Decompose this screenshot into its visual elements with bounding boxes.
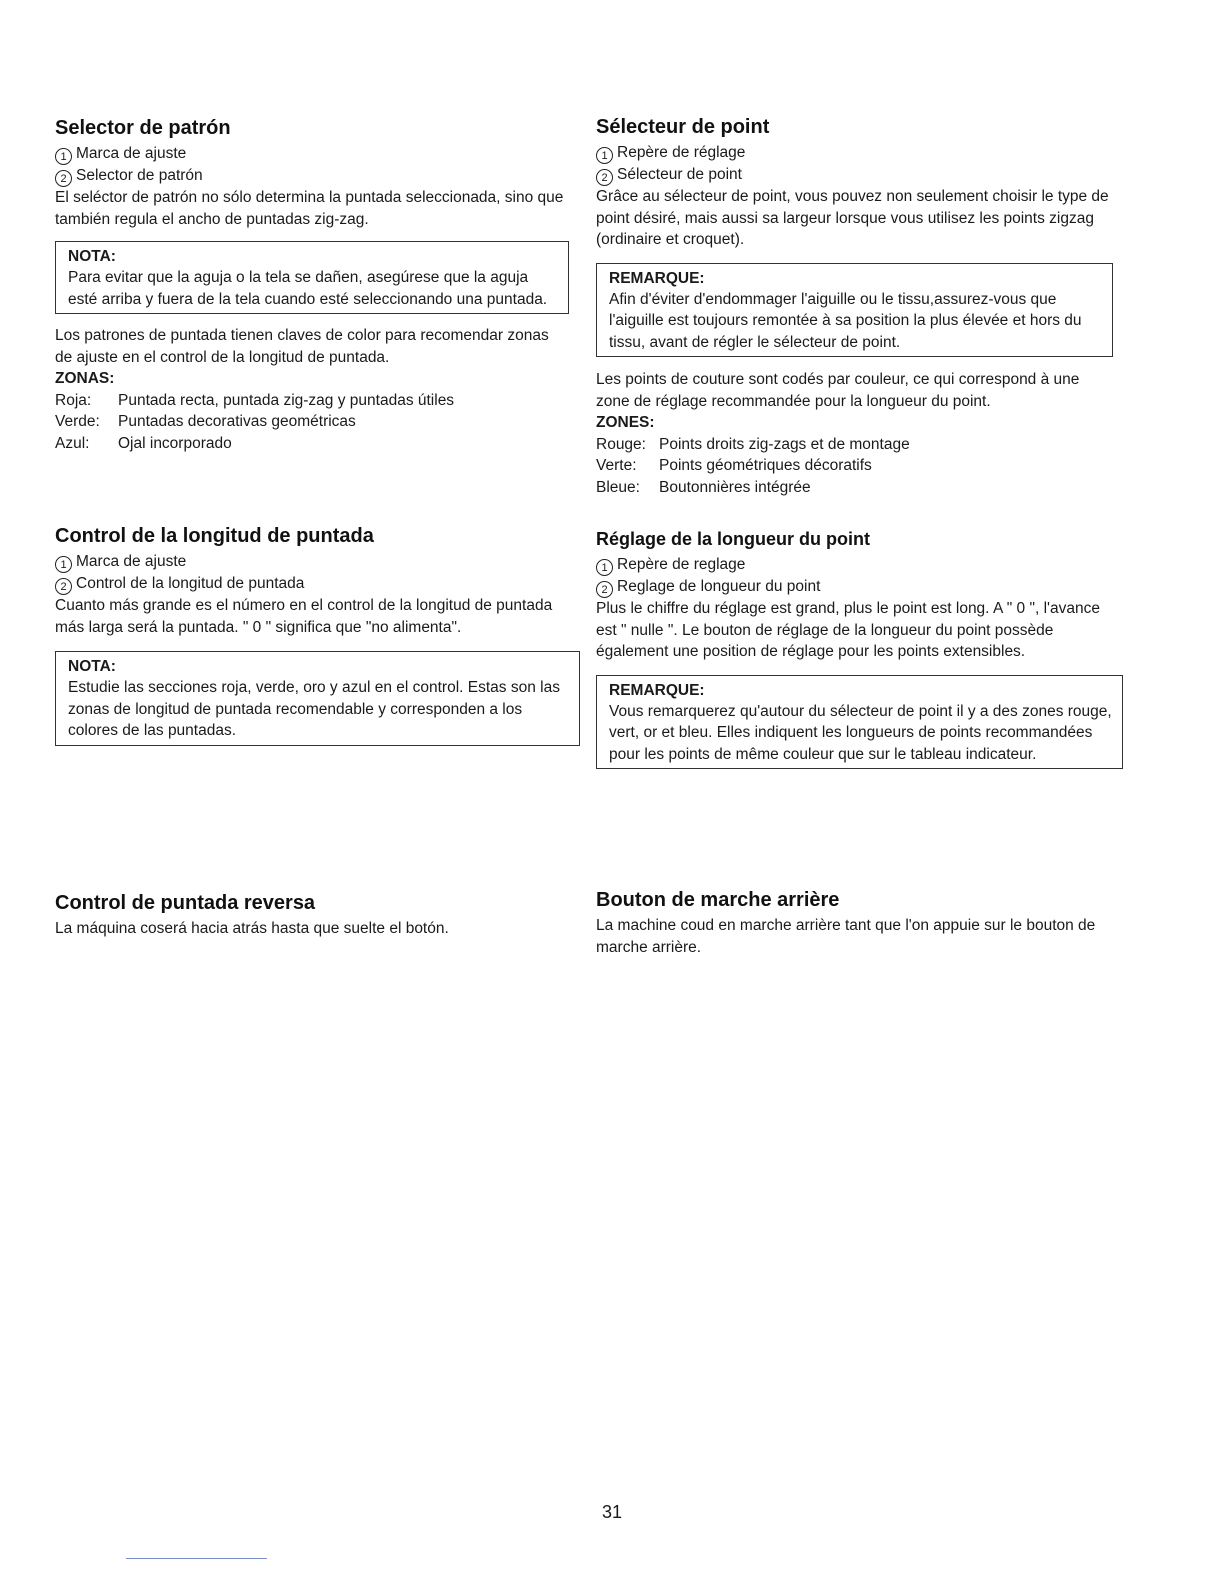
fr-length-title: Réglage de la longueur du point	[596, 529, 871, 549]
es-note-label: NOTA:	[68, 658, 116, 675]
fr-reverse-title: Bouton de marche arrière	[596, 889, 840, 911]
fr-selector-title: Sélecteur de point	[596, 116, 770, 138]
es-selector-item-1: 1 Marca de ajuste	[55, 143, 583, 165]
es-reverse-desc: La máquina coserá hacia atrás hasta que suelte el botón.	[55, 920, 449, 937]
french-column	[596, 115, 1124, 975]
fr-selector-item-2: 2 Sélecteur de point	[596, 164, 1124, 186]
es-zones-label: ZONAS:	[55, 370, 115, 387]
es-selector-note-box	[55, 241, 569, 314]
fr-reverse-section	[596, 888, 1124, 958]
circled-number-1: 1	[55, 556, 72, 573]
fr-selector-note-box	[596, 263, 1113, 358]
fr-zones-intro: Les points de couture sont codés par couleur, ce qui correspond à une zone de réglage recommandée pour la longueur du point.	[596, 371, 1080, 410]
es-length-title: Control de la longitud de puntada	[55, 525, 374, 547]
fr-note-label: REMARQUE:	[609, 681, 705, 699]
fr-note-text: Afin d'éviter d'endommager l'aiguille ou le tissu,assurez-vous que l'aiguille est toujours remontée à sa position la plus élevée et hors du tissu, avant de régler le sélecteur de point.	[609, 290, 1082, 351]
fr-reverse-desc: La machine coud en marche arrière tant que l'on appuie sur le bouton de marche arrière.	[596, 917, 1096, 956]
circled-number-2: 2	[55, 170, 72, 187]
fr-note-text: Vous remarquerez qu'autour du sélecteur de point il y a des zones rouge, vert, or et bleu. Elles indiquent les longueurs de points recommandées pour les points de même couleur que sur le tableau indicateur.	[609, 702, 1112, 763]
es-reverse-section	[55, 891, 583, 940]
fr-length-note-box	[596, 675, 1123, 770]
es-selector-desc: El seléctor de patrón no sólo determina la puntada seleccionada, sino que también regula el ancho de puntadas zig-zag.	[55, 189, 564, 228]
es-zone-row: Roja: Puntada recta, puntada zig-zag y puntadas útiles	[55, 391, 455, 409]
es-note-text: Estudie las secciones roja, verde, oro y azul en el control. Estas son las zonas de longitud de puntada recomendable y corresponden a los colores de las puntadas.	[68, 679, 560, 739]
es-length-desc: Cuanto más grande es el número en el control de la longitud de puntada más larga será la puntada. " 0 " significa que "no alimenta".	[55, 597, 553, 636]
fr-length-item-2: 2 Reglage de longueur du point	[596, 576, 1124, 598]
fr-zone-row: Bleue: Boutonnières intégrée	[596, 478, 811, 496]
es-selector-item-2: 2 Selector de patrón	[55, 165, 583, 187]
es-length-note-box	[55, 651, 580, 746]
footer-rule	[126, 1558, 267, 1559]
es-length-item-2: 2 Control de la longitud de puntada	[55, 573, 583, 595]
es-zone-row: Azul: Ojal incorporado	[55, 434, 232, 452]
fr-length-item-1: 1 Repère de reglage	[596, 554, 1124, 576]
es-reverse-title: Control de puntada reversa	[55, 892, 316, 914]
fr-zone-row: Rouge: Points droits zig-zags et de montage	[596, 435, 910, 453]
es-note-label: NOTA:	[68, 248, 116, 265]
es-zones-intro: Los patrones de puntada tienen claves de color para recomendar zonas de ajuste en el control de la longitud de puntada.	[55, 327, 549, 366]
circled-number-2: 2	[596, 169, 613, 186]
circled-number-1: 1	[55, 148, 72, 165]
spanish-column	[55, 116, 583, 976]
fr-selector-item-1: 1 Repère de réglage	[596, 142, 1124, 164]
fr-zone-row: Verte: Points géométriques décoratifs	[596, 457, 872, 474]
circled-number-2: 2	[55, 578, 72, 595]
circled-number-2: 2	[596, 581, 613, 598]
es-zone-row: Verde: Puntadas decorativas geométricas	[55, 413, 356, 430]
page-number: 31	[601, 1502, 623, 1522]
fr-length-desc: Plus le chiffre du réglage est grand, plus le point est long. A " 0 ", l'avance est " nulle ". Le bouton de réglage de la longueur du point possède également une position de réglage pour les points extensibles.	[596, 600, 1100, 660]
fr-zones-label: ZONES:	[596, 414, 655, 431]
es-note-text: Para evitar que la aguja o la tela se dañen, asegúrese que la aguja esté arriba y fuera de la tela cuando esté seleccionando una puntada.	[68, 269, 548, 308]
circled-number-1: 1	[596, 147, 613, 164]
fr-selector-section	[596, 115, 1124, 498]
es-selector-title: Selector de patrón	[55, 117, 231, 139]
es-length-item-1: 1 Marca de ajuste	[55, 551, 583, 573]
fr-length-section	[596, 527, 1124, 769]
es-selector-section	[55, 116, 583, 454]
fr-note-label: REMARQUE:	[609, 269, 705, 287]
circled-number-1: 1	[596, 559, 613, 576]
es-length-section	[55, 524, 583, 746]
fr-selector-desc: Grâce au sélecteur de point, vous pouvez non seulement choisir le type de point désiré, mais aussi sa largeur lorsque vous utilisez les points zigzag (ordinaire et croquet).	[596, 188, 1109, 248]
